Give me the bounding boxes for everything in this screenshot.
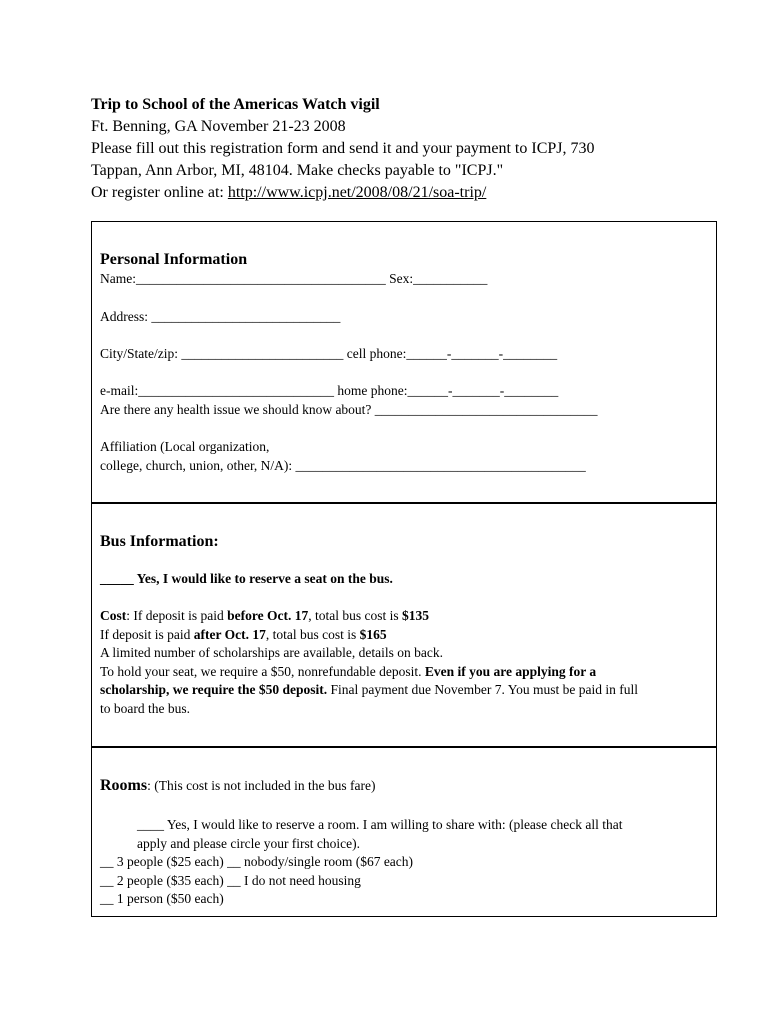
affiliation-label: Affiliation (Local organization, bbox=[100, 439, 270, 454]
cost-text: : If deposit is paid bbox=[126, 608, 228, 623]
room-option-row[interactable]: __ 3 people ($25 each) __ nobody/single room ($67 each) bbox=[100, 854, 414, 869]
deposit-emphasis: Even if you are applying for a bbox=[424, 663, 597, 679]
cost-before-line bbox=[100, 607, 710, 626]
room-reserve-field[interactable]: ____ Yes, I would like to reserve a room. I am willing to share with: (please check all that bbox=[137, 817, 623, 832]
rooms-heading bbox=[100, 776, 710, 796]
register-online-link[interactable]: http://www.icpj.net/2008/08/21/soa-trip/ bbox=[227, 184, 487, 201]
rooms-title: Rooms bbox=[100, 777, 148, 794]
health-field[interactable]: Are there any health issue we should know about? _________________________________ bbox=[100, 401, 598, 417]
cost-after-date: after Oct. 17 bbox=[193, 626, 266, 642]
document-header bbox=[91, 94, 731, 204]
deposit-text: Final payment due November 7. You must be paid in full bbox=[327, 682, 638, 697]
city-phone-field[interactable]: City/State/zip: ________________________ cell phone:______-_______-________ bbox=[100, 346, 558, 361]
address-field[interactable]: Address: ____________________________ bbox=[100, 309, 341, 324]
room-option-row[interactable]: __ 2 people ($35 each) __ I do not need housing bbox=[100, 872, 361, 888]
deposit-line-3: to board the bus. bbox=[100, 700, 190, 716]
event-location-date: Ft. Benning, GA November 21-23 2008 bbox=[91, 118, 346, 135]
bus-information-title: Bus Information: bbox=[100, 533, 219, 550]
rooms-note: : (This cost is not included in the bus fare) bbox=[147, 778, 376, 793]
document-title: Trip to School of the Americas Watch vigil bbox=[91, 96, 380, 113]
cost-after-line bbox=[100, 626, 710, 645]
instructions-line-1: Please fill out this registration form and send it and your payment to ICPJ, 730 bbox=[91, 140, 595, 157]
deposit-line-1 bbox=[100, 663, 710, 682]
cost-text: If deposit is paid bbox=[100, 626, 194, 642]
rooms-section bbox=[91, 746, 717, 917]
cost-text: , total bus cost is bbox=[265, 626, 360, 642]
personal-information-section bbox=[91, 221, 717, 504]
affiliation-field[interactable]: college, church, union, other, N/A): ___________________________________________ bbox=[100, 457, 586, 473]
deposit-text: To hold your seat, we require a $50, nonrefundable deposit. bbox=[100, 663, 425, 679]
email-phone-field[interactable]: e-mail:_____________________________ home phone:______-_______-________ bbox=[100, 383, 559, 398]
register-online-line bbox=[91, 182, 731, 204]
cost-after-amount: $165 bbox=[359, 626, 387, 642]
cost-text: , total bus cost is bbox=[308, 608, 402, 623]
instructions-line-2: Tappan, Ann Arbor, MI, 48104. Make checks payable to "ICPJ." bbox=[91, 162, 504, 179]
bus-information-section bbox=[91, 502, 717, 748]
name-sex-field[interactable]: Name:_____________________________________ Sex:___________ bbox=[100, 271, 488, 286]
personal-information-title: Personal Information bbox=[100, 251, 248, 268]
room-reserve-note: apply and please circle your first choice). bbox=[137, 835, 361, 851]
deposit-line-2 bbox=[100, 681, 710, 700]
bus-reserve-field[interactable]: _____ Yes, I would like to reserve a seat on the bus. bbox=[100, 571, 393, 586]
cost-before-date: before Oct. 17 bbox=[227, 608, 309, 623]
cost-before-amount: $135 bbox=[401, 608, 429, 623]
scholarship-note: A limited number of scholarships are available, details on back. bbox=[100, 645, 444, 660]
deposit-emphasis: scholarship, we require the $50 deposit. bbox=[100, 682, 328, 697]
room-option-row[interactable]: __ 1 person ($50 each) bbox=[100, 891, 224, 906]
cost-label: Cost bbox=[100, 608, 127, 623]
register-online-prefix: Or register online at: bbox=[91, 184, 228, 201]
